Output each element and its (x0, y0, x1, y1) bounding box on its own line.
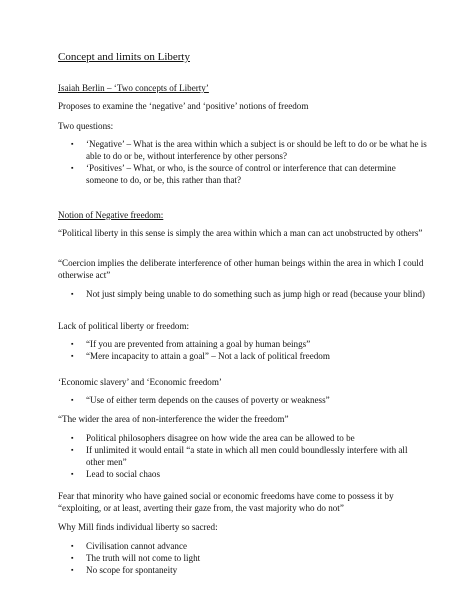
bullet-icon: ▪ (71, 446, 74, 454)
list-item: ▪ Political philosophers disagree on how wide the area can be allowed to be (71, 433, 355, 443)
bullet-icon: ▪ (71, 290, 74, 298)
lack-list (58, 338, 428, 362)
subtitle: Isaiah Berlin – ‘Two concepts of Liberty’ (58, 83, 209, 93)
list-item: ▪ No scope for spontaneity (71, 565, 178, 575)
economic-heading: ‘Economic slavery’ and ‘Economic freedom’ (58, 377, 222, 387)
two-questions-list (58, 138, 428, 186)
bullet-icon: ▪ (71, 566, 74, 574)
bullet-icon: ▪ (71, 542, 74, 550)
list-item: ▪ “If you are prevented from attaining a goal by human beings” (71, 339, 311, 349)
mill-heading: Why Mill finds individual liberty so sacred: (58, 522, 218, 532)
bullet-icon: ▪ (71, 554, 74, 562)
wider-heading: “The wider the area of non-interference the wider the freedom” (58, 414, 289, 424)
coercion-list (58, 288, 428, 300)
bullet-icon: ▪ (71, 140, 74, 148)
lack-heading: Lack of political liberty or freedom: (58, 321, 190, 331)
list-item: ▪ “Use of either term depends on the causes of poverty or weakness” (71, 395, 330, 405)
quote-political-liberty: “Political liberty in this sense is simply the area within which a man can act unobstructed by others” (58, 228, 423, 238)
page-title: Concept and limits on Liberty (58, 51, 190, 63)
bullet-icon: ▪ (71, 340, 74, 348)
list-item: ▪ Civilisation cannot advance (71, 541, 188, 551)
list-item: ▪ ‘Positives’ – What, or who, is the source of control or interference that can determine someone to do, or be, this rather than that? (71, 163, 396, 185)
bullet-icon: ▪ (71, 396, 74, 404)
bullet-icon: ▪ (71, 470, 74, 478)
bullet-icon: ▪ (71, 352, 74, 360)
quote-coercion: “Coercion implies the deliberate interference of other human beings within the area in which I could otherwise act” (58, 258, 424, 280)
economic-list (58, 394, 428, 406)
list-item: ▪ Not just simply being unable to do something such as jump high or read (because your blind) (71, 289, 425, 299)
bullet-icon: ▪ (71, 434, 74, 442)
mill-list (58, 540, 428, 576)
wider-list (58, 432, 428, 480)
intro-text: Proposes to examine the ‘negative’ and ‘positive’ notions of freedom (58, 101, 309, 111)
list-item: ▪ The truth will not come to light (71, 553, 201, 563)
two-questions-heading: Two questions: (58, 121, 114, 131)
bullet-icon: ▪ (71, 164, 74, 172)
section-heading-negative: Notion of Negative freedom: (58, 210, 164, 220)
fear-paragraph: Fear that minority who have gained social or economic freedoms have come to possess it by “exploiting, or at least, averting their gaze from, the vast majority who do not” (58, 491, 394, 513)
list-item: ▪ ‘Negative’ – What is the area within which a subject is or should be left to do or be what he is able to do or be, without interference by other persons? (71, 139, 427, 161)
list-item: ▪ Lead to social chaos (71, 469, 160, 479)
list-item: ▪ “Mere incapacity to attain a goal” – Not a lack of political freedom (71, 351, 330, 361)
list-item: ▪ If unlimited it would entail “a state in which all men could boundlessly interfere with all other men” (71, 445, 408, 467)
